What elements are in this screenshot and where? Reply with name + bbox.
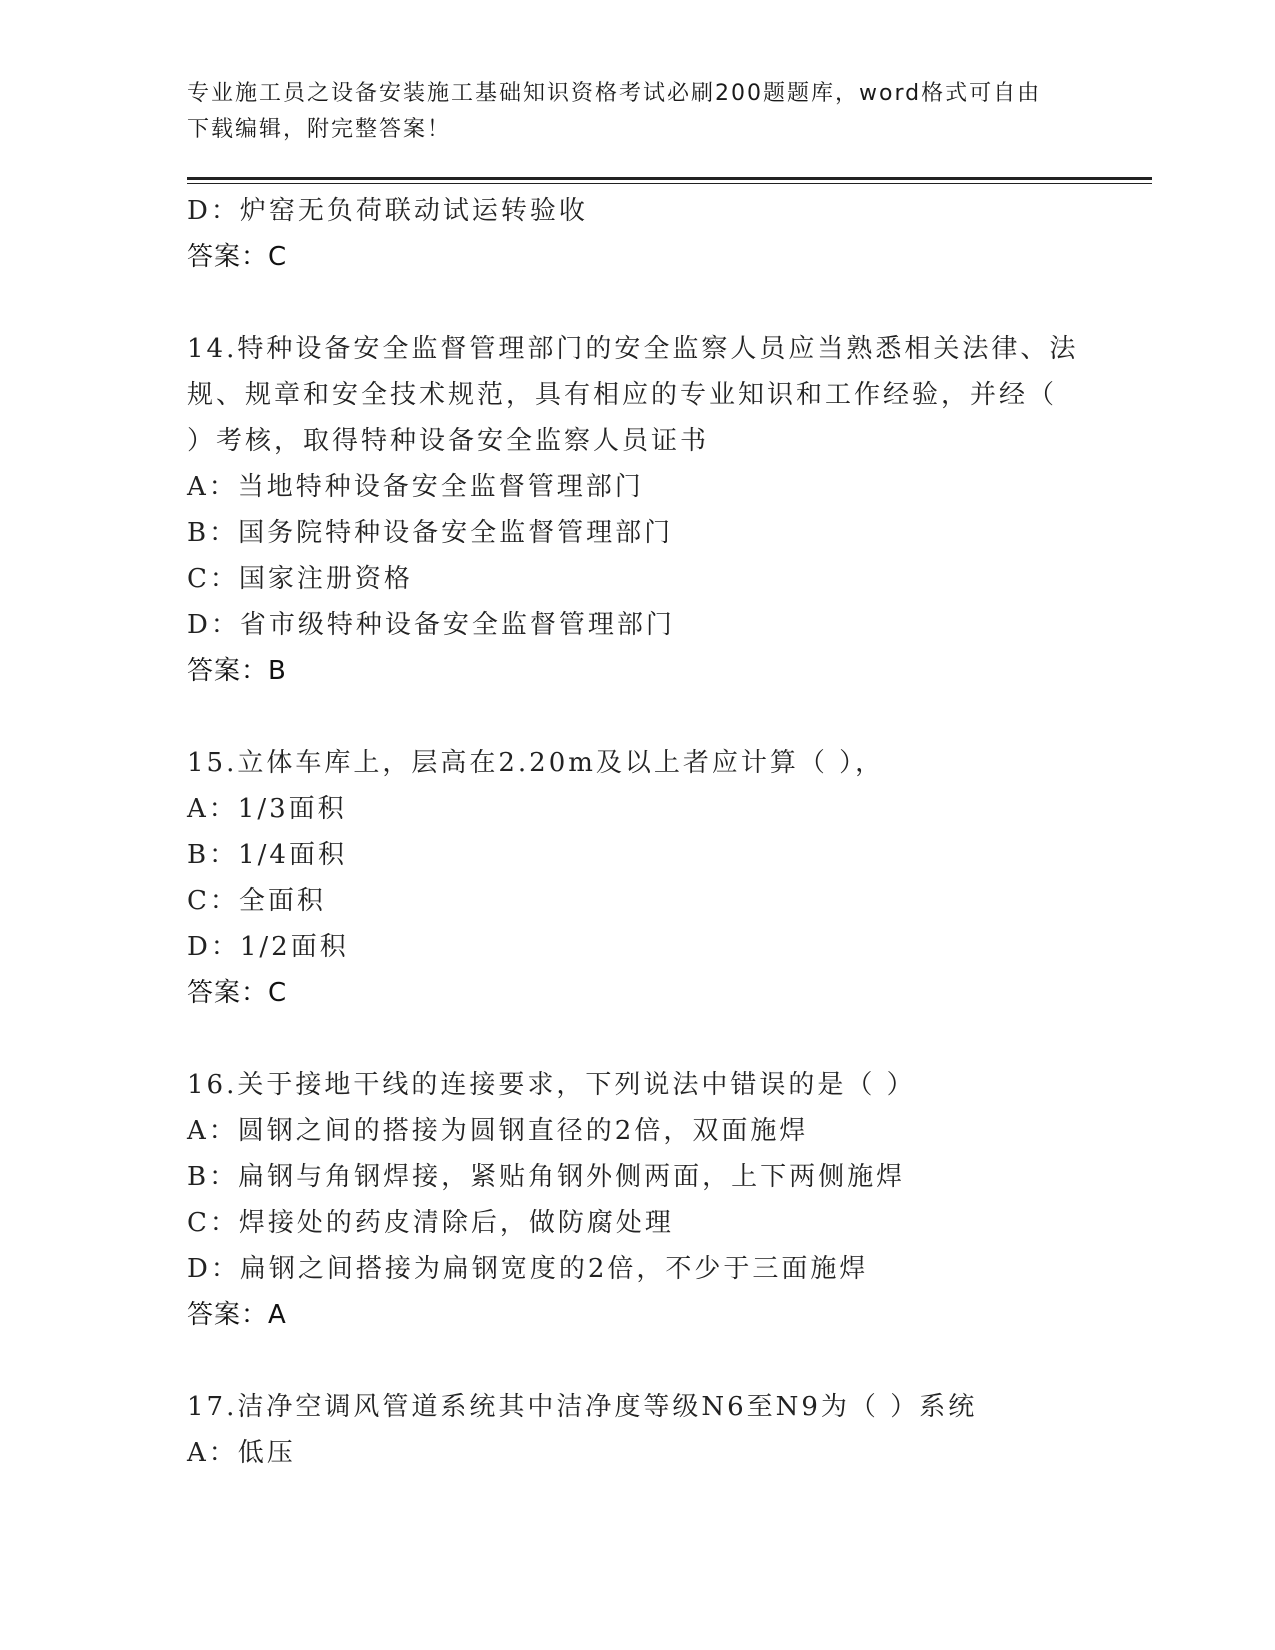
question-stem: 17.洁净空调风管道系统其中洁净度等级N6至N9为（ ）系统 — [187, 1392, 978, 1422]
header-divider-thick — [187, 177, 1152, 180]
answer: 答案：C — [187, 242, 288, 272]
option-a: A：圆钢之间的搭接为圆钢直径的2倍，双面施焊 — [187, 1116, 809, 1146]
question-17 — [187, 1384, 1087, 1476]
header-divider-thin — [187, 183, 1152, 184]
option-d: D：炉窑无负荷联动试运转验收 — [187, 196, 588, 226]
answer: 答案：C — [187, 978, 288, 1008]
option-d: D：省市级特种设备安全监督管理部门 — [187, 610, 675, 640]
option-a: A：当地特种设备安全监督管理部门 — [187, 472, 644, 502]
question-16 — [187, 1062, 1087, 1338]
option-d: D：1/2面积 — [187, 932, 349, 962]
question-list — [187, 188, 1087, 1476]
answer: 答案：B — [187, 656, 287, 686]
header-title-line-2: 下载编辑，附完整答案！ — [187, 117, 452, 142]
question-stem: 16.关于接地干线的连接要求，下列说法中错误的是（ ） — [187, 1070, 916, 1100]
option-c: C：全面积 — [187, 886, 326, 916]
question-14 — [187, 326, 1087, 694]
question-stem: ）考核，取得特种设备安全监察人员证书 — [187, 426, 710, 456]
option-a: A：低压 — [187, 1438, 296, 1468]
option-d: D：扁钢之间搭接为扁钢宽度的2倍，不少于三面施焊 — [187, 1254, 869, 1284]
question-stem: 15.立体车库上，层高在2.20m及以上者应计算（ ）， — [187, 748, 885, 778]
option-a: A：1/3面积 — [187, 794, 347, 824]
option-b: B：1/4面积 — [187, 840, 347, 870]
option-b: B：国务院特种设备安全监督管理部门 — [187, 518, 674, 548]
question-stem: 规、规章和安全技术规范，具有相应的专业知识和工作经验，并经（ — [187, 380, 1058, 410]
question-stem: 14.特种设备安全监督管理部门的安全监察人员应当熟悉相关法律、法 — [187, 334, 1079, 364]
document-header — [187, 76, 1067, 148]
option-c: C：国家注册资格 — [187, 564, 413, 594]
previous-question-tail — [187, 188, 1087, 280]
answer: 答案：A — [187, 1300, 287, 1330]
option-c: C：焊接处的药皮清除后，做防腐处理 — [187, 1208, 674, 1238]
option-b: B：扁钢与角钢焊接，紧贴角钢外侧两面，上下两侧施焊 — [187, 1162, 906, 1192]
question-15 — [187, 740, 1087, 1016]
header-title-line-1: 专业施工员之设备安装施工基础知识资格考试必刷200题题库，word格式可自由 — [187, 81, 1042, 106]
